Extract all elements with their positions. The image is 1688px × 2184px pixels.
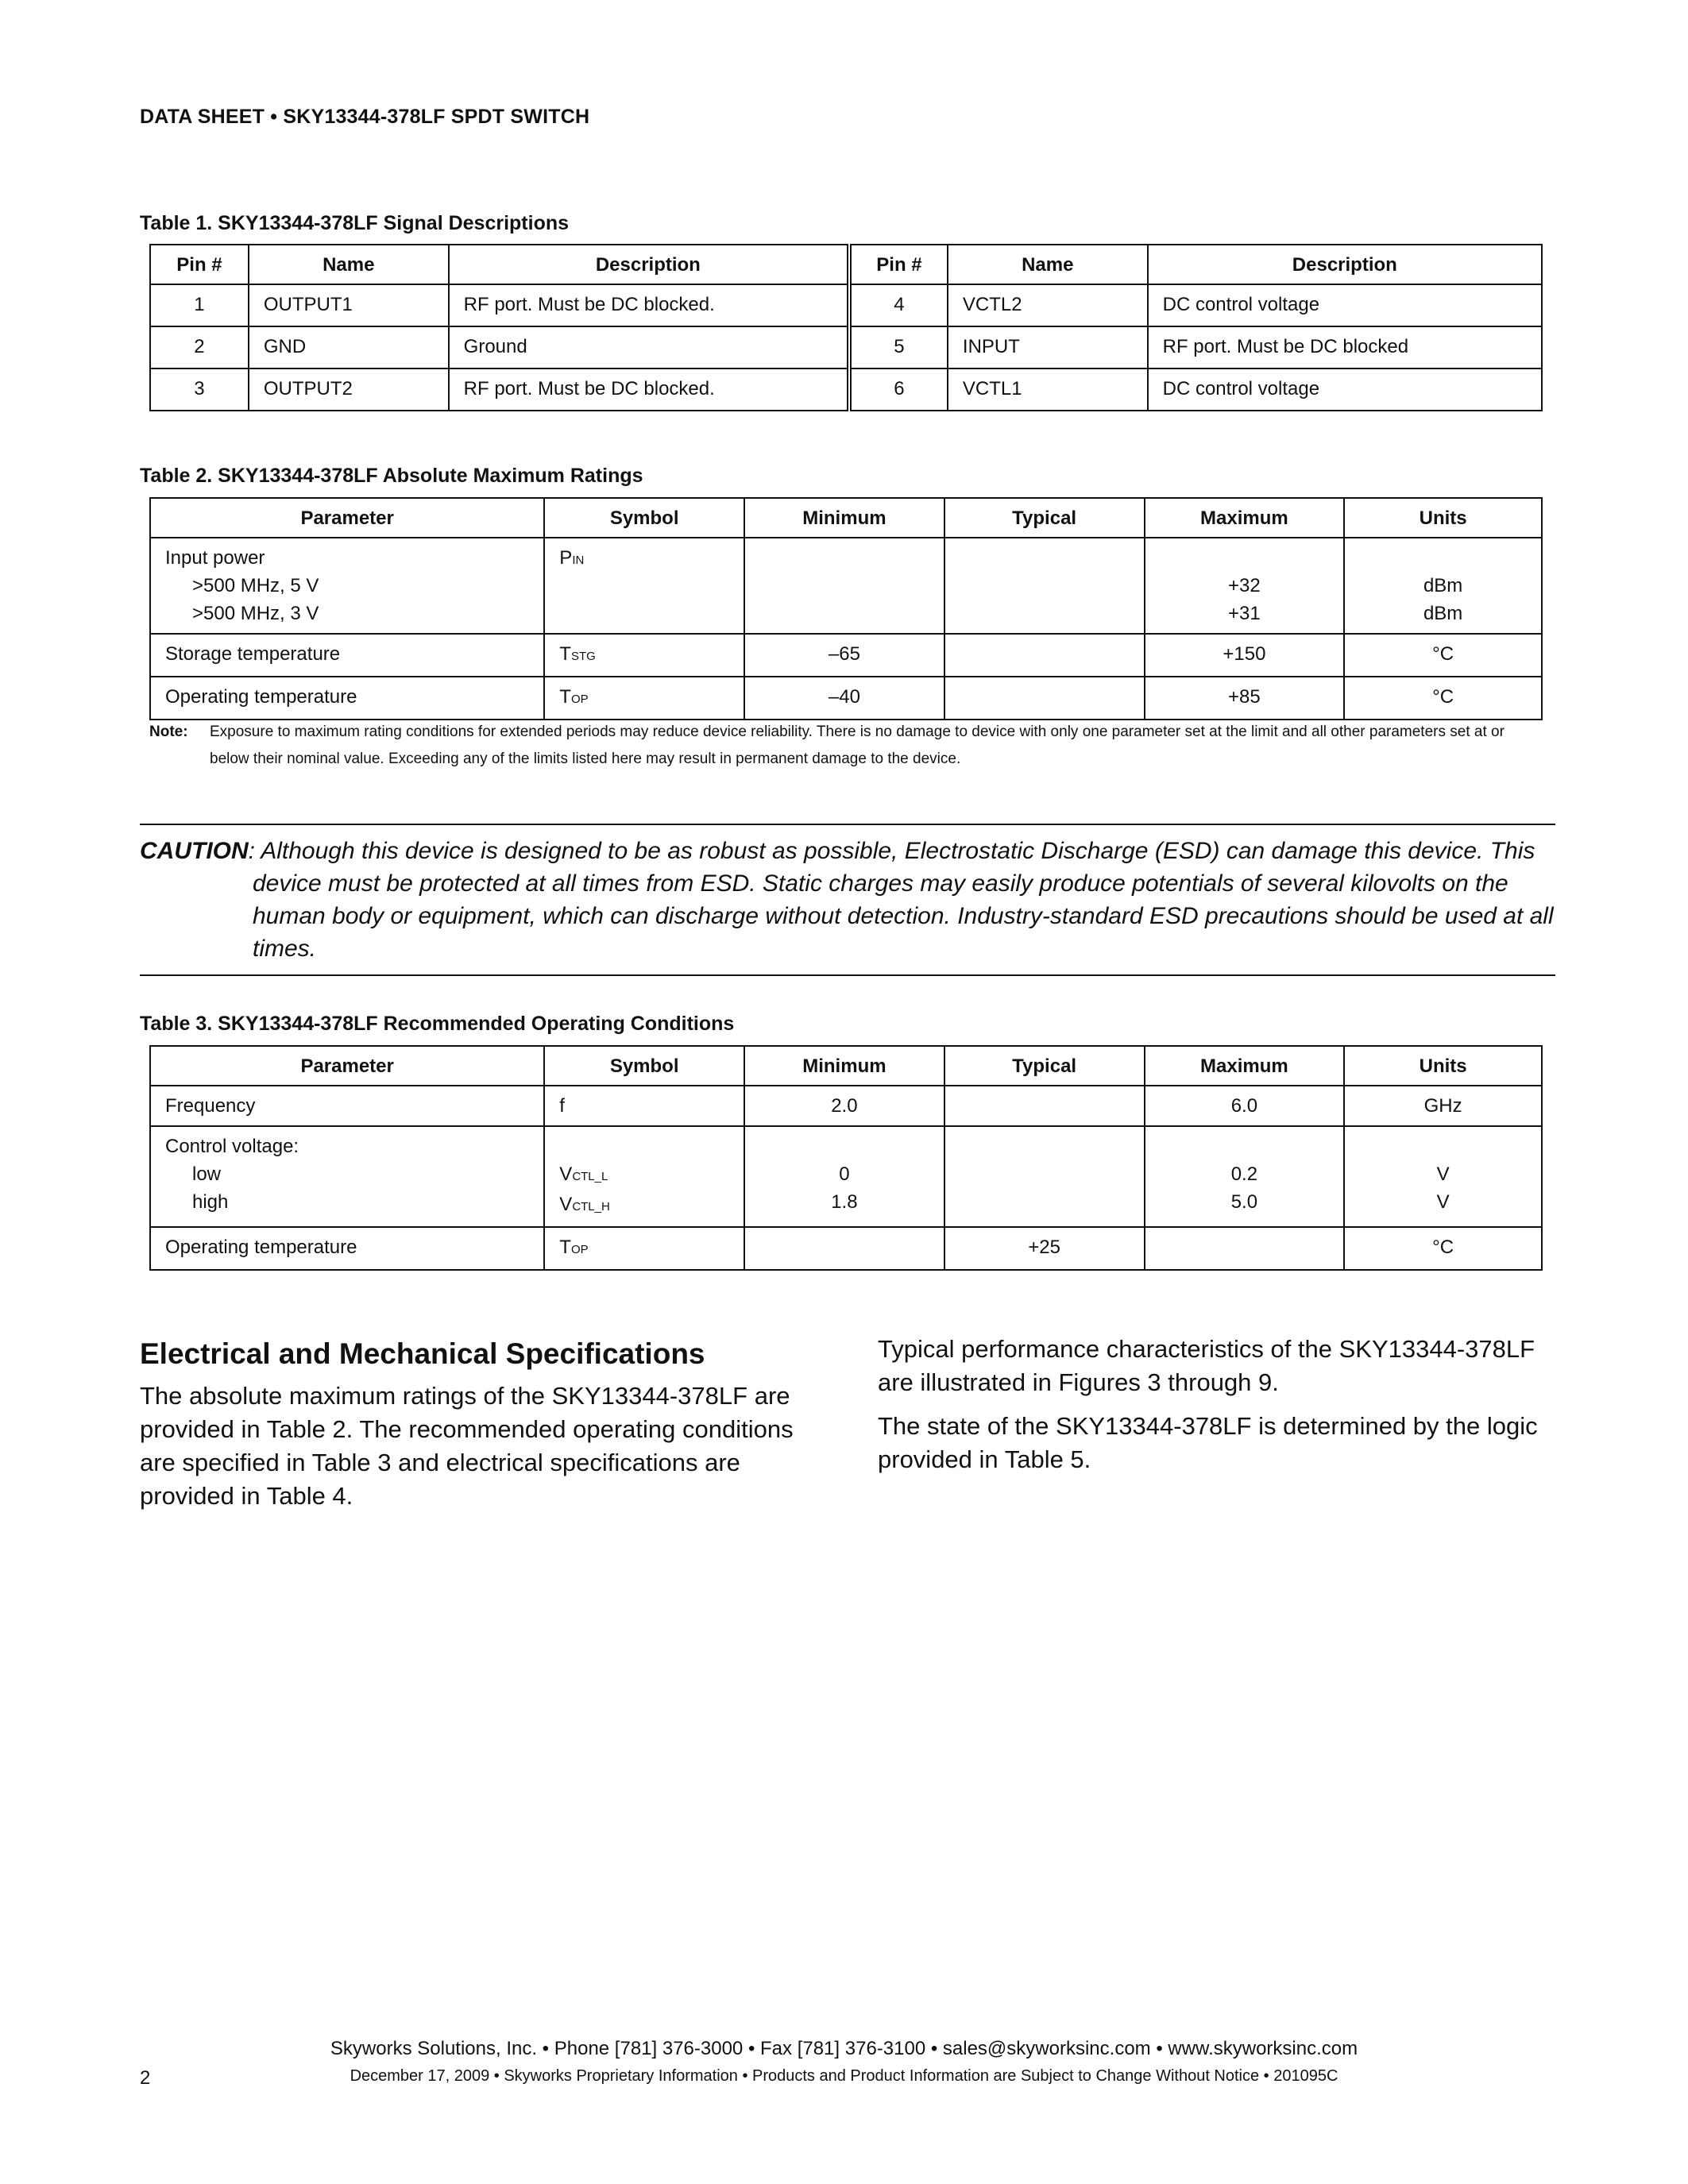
cell-minimum: [744, 538, 944, 634]
cell-minimum: –65: [744, 634, 944, 677]
cell: Ground: [449, 326, 849, 369]
cell-minimum: –40: [744, 677, 944, 720]
cell-units: [1344, 538, 1542, 634]
symbol-sub: OP: [570, 1243, 589, 1256]
cell-parameter: Frequency: [150, 1086, 544, 1126]
section-title: Electrical and Mechanical Specifications: [140, 1337, 705, 1370]
cell: OUTPUT2: [249, 369, 449, 411]
table-row: [150, 1126, 1542, 1227]
cell-units: GHz: [1344, 1086, 1542, 1126]
table-header-row: [150, 245, 1542, 284]
section-left-paragraph: The absolute maximum ratings of the SKY13344-378LF are provided in Table 2. The recommended operating conditions are specified in Table 3 and electrical specifications are provided in Table 4.: [140, 1382, 794, 1510]
value: 0.2: [1230, 1163, 1258, 1185]
header-minimum: Minimum: [744, 1046, 944, 1086]
cell-parameter: [150, 538, 544, 634]
header-name: Name: [249, 245, 449, 284]
table-row: [150, 284, 1542, 326]
cell-parameter: [150, 1126, 544, 1227]
value: +32: [1228, 575, 1261, 596]
footer-contact: Skyworks Solutions, Inc. • Phone [781] 376-3000 • Fax [781] 376-3100 • sales@skyworksinc.com • www.skyworksinc.com: [330, 2038, 1358, 2059]
header-maximum: Maximum: [1145, 498, 1345, 538]
header-units: Units: [1344, 498, 1542, 538]
cell: VCTL1: [948, 369, 1148, 411]
cell-minimum: 2.0: [744, 1086, 944, 1126]
cell-typical: [944, 1126, 1145, 1227]
cell-typical: [944, 1086, 1145, 1126]
cell: 2: [150, 326, 249, 369]
cell: RF port. Must be DC blocked.: [449, 369, 849, 411]
param-label: Input power: [165, 547, 265, 569]
section-right-paragraph-2: The state of the SKY13344-378LF is determined by the logic provided in Table 5.: [878, 1412, 1538, 1473]
cell-parameter: Operating temperature: [150, 677, 544, 720]
cell-minimum: [744, 1126, 944, 1227]
footer-notice: December 17, 2009 • Skyworks Proprietary Information • Products and Product Information are Subject to Change Without Notice • 201095C: [350, 2067, 1338, 2085]
cell-units: °C: [1344, 634, 1542, 677]
cell: OUTPUT1: [249, 284, 449, 326]
note-label: Note:: [149, 723, 188, 740]
note-text: Exposure to maximum rating conditions for extended periods may reduce device reliability. There is no damage to device with only one parameter set at the limit and all other parameters set at or below their nominal value. Exceeding any of the limits listed here may result in permanent damage to the device.: [210, 723, 1505, 767]
value: V: [1436, 1191, 1450, 1213]
param-sub: low: [192, 1163, 222, 1185]
table2-note: [149, 719, 1547, 773]
caution-text: : Although this device is designed to be as robust as possible, Electrostatic Discharge (ESD) can damage this device. This device must be protected at all times from ESD. Static charges may easily produce potentials of several kilovolts on the human body or equipment, which can discharge without detection. Industry-standard ESD precautions should be used at all times.: [248, 838, 1554, 962]
cell: INPUT: [948, 326, 1148, 369]
cell-symbol: f: [544, 1086, 744, 1126]
cell-units: °C: [1344, 677, 1542, 720]
table-row: [150, 677, 1542, 720]
cell-units: °C: [1344, 1227, 1542, 1270]
value: 0: [839, 1163, 850, 1185]
table3-caption: Table 3. SKY13344-378LF Recommended Operating Conditions: [140, 1013, 735, 1035]
cell-maximum: +150: [1145, 634, 1345, 677]
cell: RF port. Must be DC blocked: [1148, 326, 1542, 369]
cell-maximum: [1145, 1227, 1345, 1270]
header-typical: Typical: [944, 498, 1145, 538]
header-pin: Pin #: [150, 245, 249, 284]
table-header-row: [150, 498, 1542, 538]
cell: 1: [150, 284, 249, 326]
table-row: [150, 1227, 1542, 1270]
header-description: Description: [1148, 245, 1542, 284]
cell: 3: [150, 369, 249, 411]
caution-box: [140, 824, 1555, 976]
symbol-main: T: [559, 686, 571, 708]
param-sub: high: [192, 1191, 229, 1213]
header-description: Description: [449, 245, 849, 284]
symbol-sub: IN: [572, 554, 585, 567]
header-parameter: Parameter: [150, 1046, 544, 1086]
symbol-sub: CTL_H: [572, 1200, 610, 1214]
cell-parameter: Storage temperature: [150, 634, 544, 677]
symbol-sub: CTL_L: [572, 1170, 608, 1183]
cell: DC control voltage: [1148, 284, 1542, 326]
symbol-sub: STG: [570, 650, 596, 663]
cell-minimum: [744, 1227, 944, 1270]
value: dBm: [1423, 603, 1463, 624]
recommended-operating-conditions-table: [149, 1045, 1543, 1271]
cell-symbol: [544, 1126, 744, 1227]
table-header-row: [150, 1046, 1542, 1086]
section-right-paragraph-1: Typical performance characteristics of the SKY13344-378LF are illustrated in Figures 3 through 9.: [878, 1335, 1535, 1396]
cell: VCTL2: [948, 284, 1148, 326]
table1-caption: Table 1. SKY13344-378LF Signal Descriptions: [140, 212, 570, 234]
caution-label: CAUTION: [140, 838, 249, 864]
cell-typical: [944, 677, 1145, 720]
value: 5.0: [1230, 1191, 1258, 1213]
header-parameter: Parameter: [150, 498, 544, 538]
table-row: [150, 326, 1542, 369]
header-pin: Pin #: [849, 245, 948, 284]
table-row: [150, 538, 1542, 634]
value: 1.8: [831, 1191, 858, 1213]
value: dBm: [1423, 575, 1463, 596]
cell-symbol: [544, 1227, 744, 1270]
cell: 6: [849, 369, 948, 411]
header-symbol: Symbol: [544, 498, 744, 538]
header-minimum: Minimum: [744, 498, 944, 538]
value: +31: [1228, 603, 1261, 624]
page-number: 2: [140, 2067, 151, 2089]
symbol-main: P: [559, 547, 573, 569]
cell-units: [1344, 1126, 1542, 1227]
table2-caption: Table 2. SKY13344-378LF Absolute Maximum Ratings: [140, 465, 643, 487]
cell: 5: [849, 326, 948, 369]
cell-symbol: [544, 538, 744, 634]
cell: RF port. Must be DC blocked.: [449, 284, 849, 326]
symbol-sub: OP: [570, 693, 589, 706]
value: V: [1436, 1163, 1450, 1185]
symbol-main: T: [559, 1237, 571, 1258]
table-row: [150, 1086, 1542, 1126]
param-sub: >500 MHz, 3 V: [192, 603, 319, 624]
header-typical: Typical: [944, 1046, 1145, 1086]
symbol-main: T: [559, 643, 571, 665]
param-label: Control voltage:: [165, 1136, 299, 1157]
symbol-main: V: [559, 1194, 573, 1215]
cell: 4: [849, 284, 948, 326]
header-name: Name: [948, 245, 1148, 284]
header-symbol: Symbol: [544, 1046, 744, 1086]
table-row: [150, 369, 1542, 411]
cell-typical: [944, 634, 1145, 677]
signal-descriptions-table: [149, 244, 1543, 411]
cell-maximum: [1145, 538, 1345, 634]
param-sub: >500 MHz, 5 V: [192, 575, 319, 596]
header-units: Units: [1344, 1046, 1542, 1086]
cell-symbol: [544, 677, 744, 720]
absolute-maximum-ratings-table: [149, 497, 1543, 720]
cell-typical: +25: [944, 1227, 1145, 1270]
cell: DC control voltage: [1148, 369, 1542, 411]
document-header: DATA SHEET • SKY13344-378LF SPDT SWITCH: [140, 106, 590, 128]
cell-maximum: [1145, 1126, 1345, 1227]
cell-parameter: Operating temperature: [150, 1227, 544, 1270]
table-row: [150, 634, 1542, 677]
cell-symbol: [544, 634, 744, 677]
cell: GND: [249, 326, 449, 369]
cell-maximum: 6.0: [1145, 1086, 1345, 1126]
cell-maximum: +85: [1145, 677, 1345, 720]
header-maximum: Maximum: [1145, 1046, 1345, 1086]
symbol-main: V: [559, 1163, 573, 1185]
cell-typical: [944, 538, 1145, 634]
